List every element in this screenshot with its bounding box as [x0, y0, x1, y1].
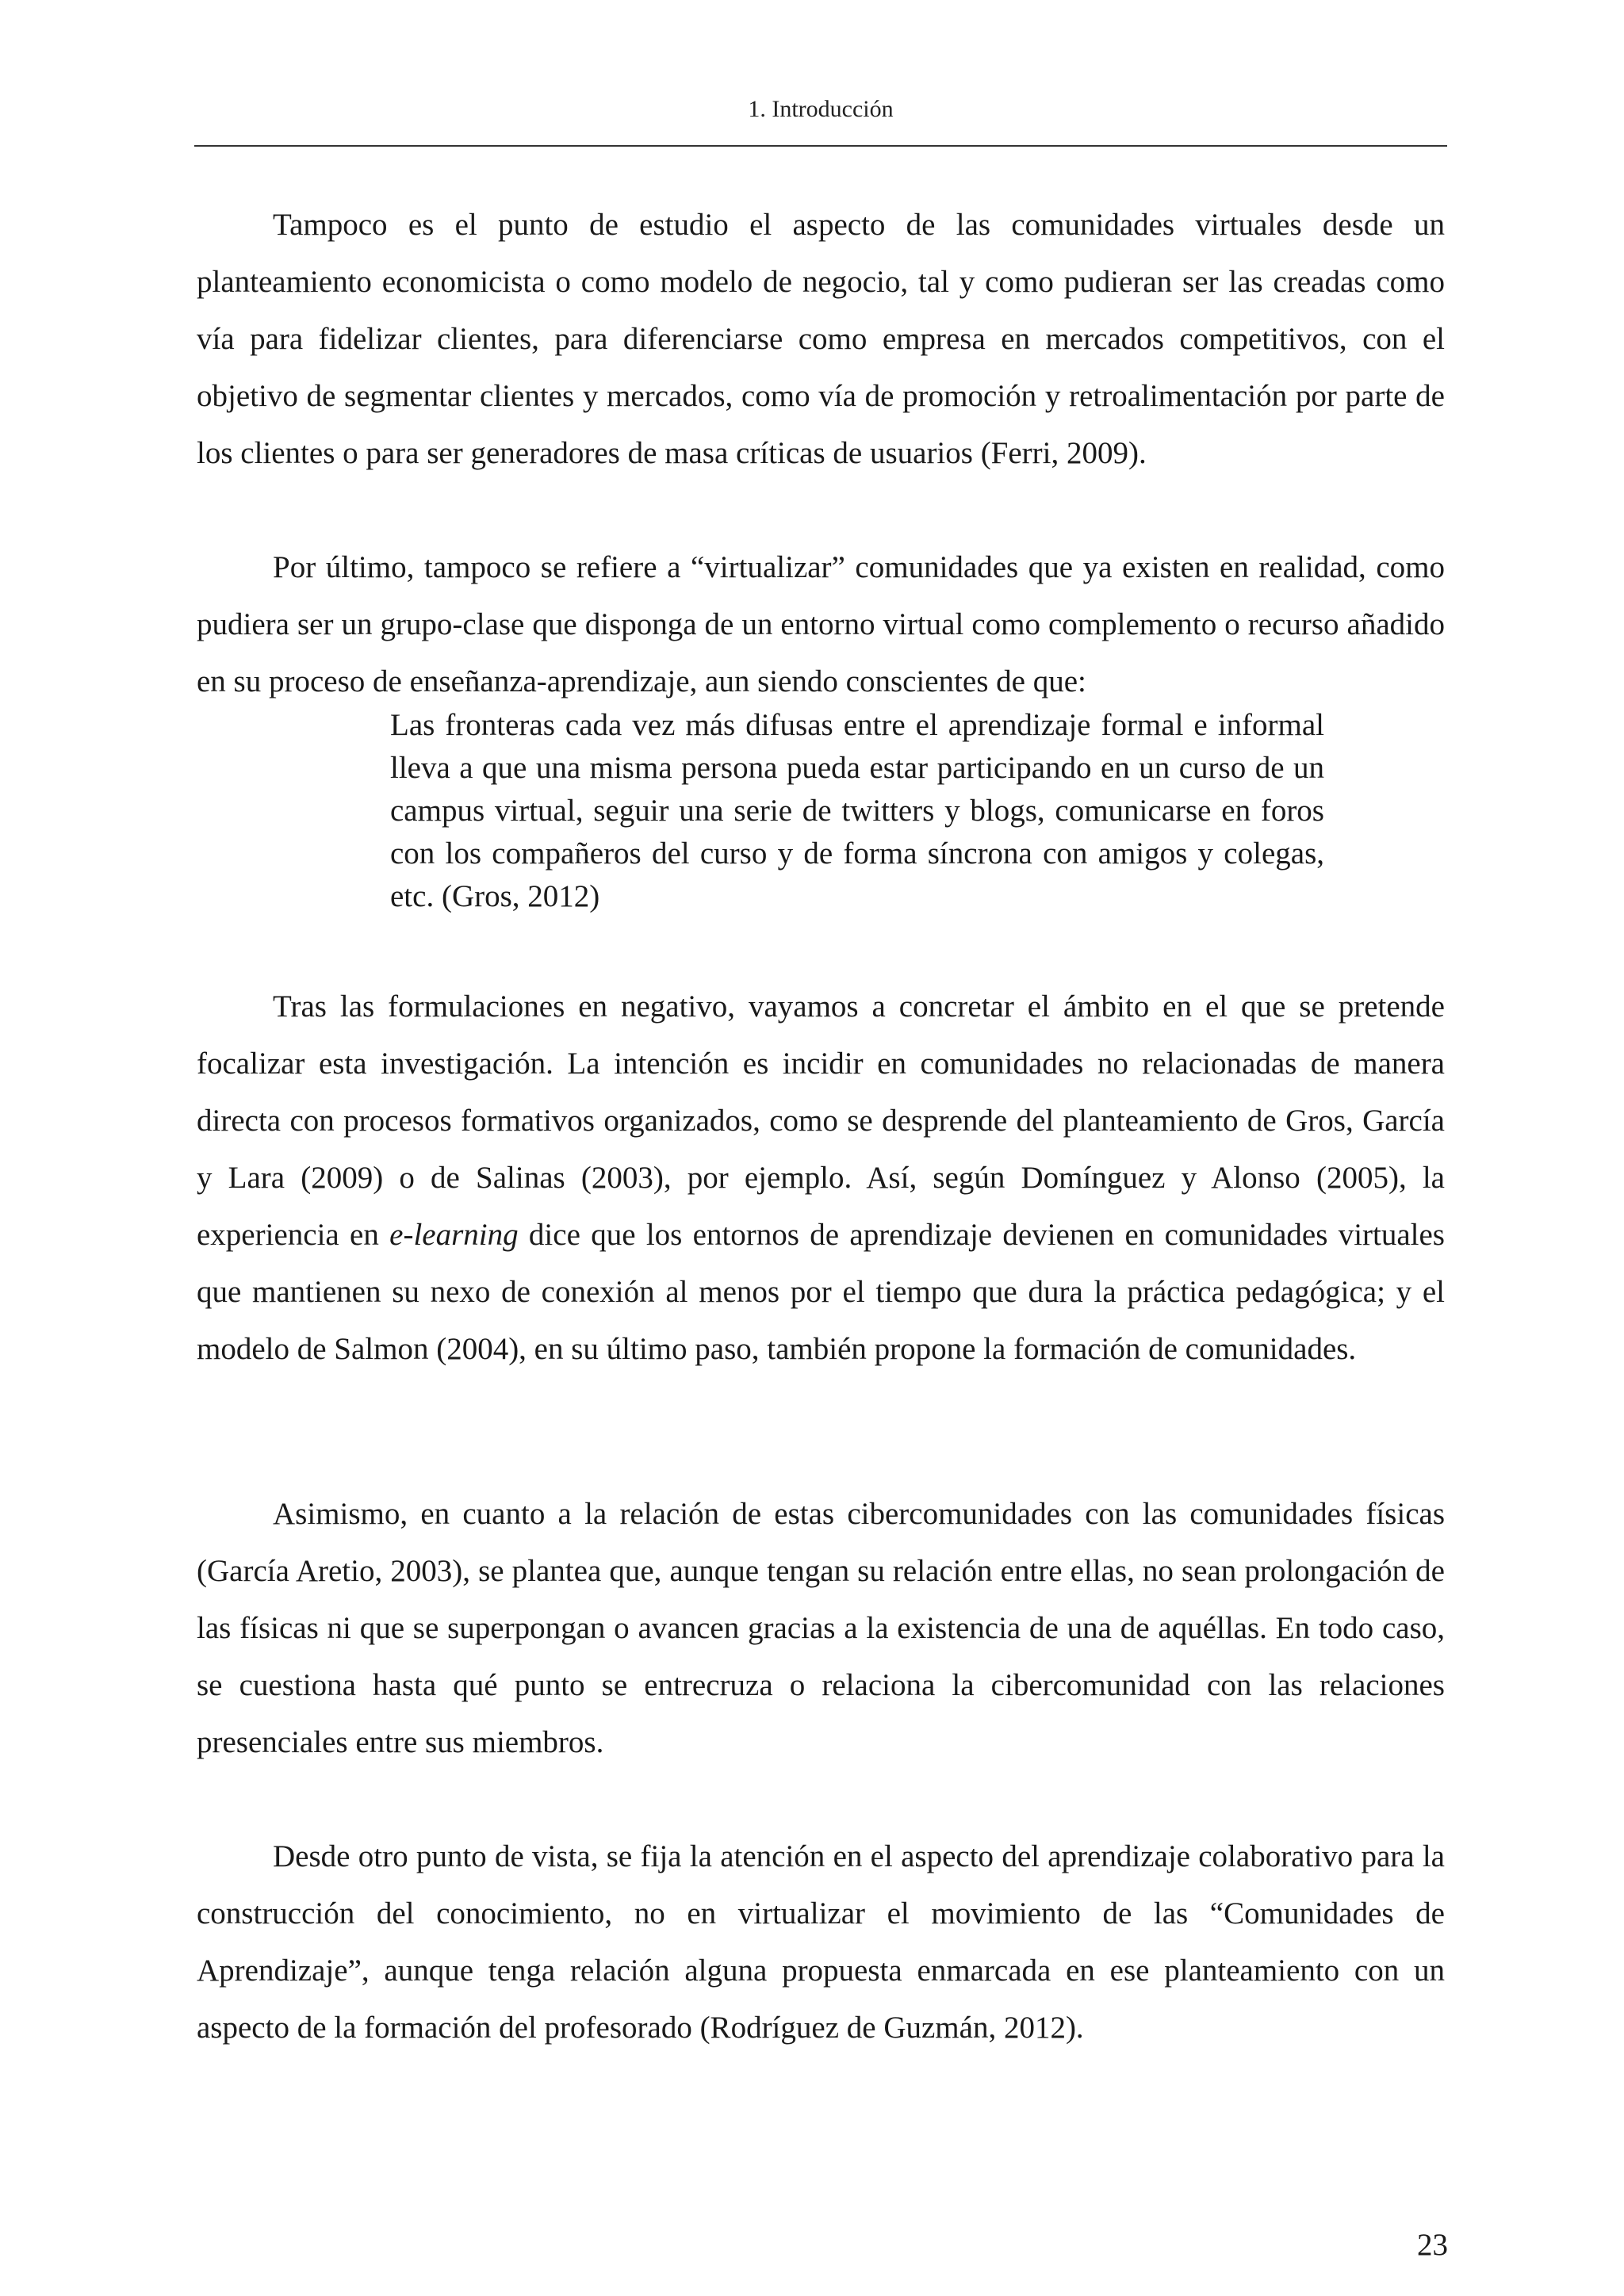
paragraph-4: Asimismo, en cuanto a la relación de estas cibercomunidades con las comunidades físicas (García Aretio, 2003), se plantea que, aunque tengan su relación entre ellas, no sean prolongación de las físicas ni que se superpongan o avancen gracias a la existencia de una de aquéllas. En todo caso, se cuestiona hasta qué punto se entrecruza o relaciona la cibercomunidad con las relaciones presenciales entre sus miembros. [197, 1497, 1445, 1759]
paragraph-5: Desde otro punto de vista, se fija la atención en el aspecto del aprendizaje colaborativo para la construcción del conocimiento, no en virtualizar el movimiento de las “Comunidades de Aprendizaje”, aunque tenga relación alguna propuesta enmarcada en ese planteamiento con un aspecto de la formación del profesorado (Rodríguez de Guzmán, 2012). [197, 1839, 1445, 2045]
running-header: 1. Introducción [748, 96, 894, 122]
paragraph-3-text-b: dice que los entornos de aprendizaje devienen en comunidades virtuales que mantienen su nexo de conexión al menos por el tiempo que dura la práctica pedagógica; y el modelo de Salmon (2004), en su último paso, también propone la formación de comunidades. [197, 1218, 1445, 1366]
page-number: 23 [1417, 2228, 1448, 2262]
paragraph-1: Tampoco es el punto de estudio el aspecto de las comunidades virtuales desde un planteamiento economicista o como modelo de negocio, tal y como pudieran ser las creadas como vía para fidelizar clientes, para diferenciarse como empresa en mercados competitivos, con el objetivo de segmentar clientes y mercados, como vía de promoción y retroalimentación por parte de los clientes o para ser generadores de masa críticas de usuarios (Ferri, 2009). [197, 208, 1445, 470]
paragraph-3-italic-term: e-learning [389, 1218, 519, 1252]
header-rule [194, 145, 1447, 147]
paragraph-2: Por último, tampoco se refiere a “virtualizar” comunidades que ya existen en realidad, como pudiera ser un grupo-clase que disponga de un entorno virtual como complemento o recurso añadido en su proceso de enseñanza-aprendizaje, aun siendo conscientes de que: [197, 550, 1445, 698]
paragraph-3 [197, 978, 1445, 1378]
block-quote: Las fronteras cada vez más difusas entre el aprendizaje formal e informal lleva a que una misma persona pueda estar participando en un curso de un campus virtual, seguir una serie de twitters y blogs, comunicarse en foros con los compañeros del curso y de forma síncrona con amigos y colegas, etc. (Gros, 2012) [390, 708, 1324, 913]
paragraph-3-text-a: Tras las formulaciones en negativo, vayamos a concretar el ámbito en el que se pretende focalizar esta investigación. La intención es incidir en comunidades no relacionadas de manera directa con procesos formativos organizados, como se desprende del planteamiento de Gros, García y Lara (2009) o de Salinas (2003), por ejemplo. Así, según Domínguez y Alonso (2005), la experiencia en [197, 989, 1445, 1252]
